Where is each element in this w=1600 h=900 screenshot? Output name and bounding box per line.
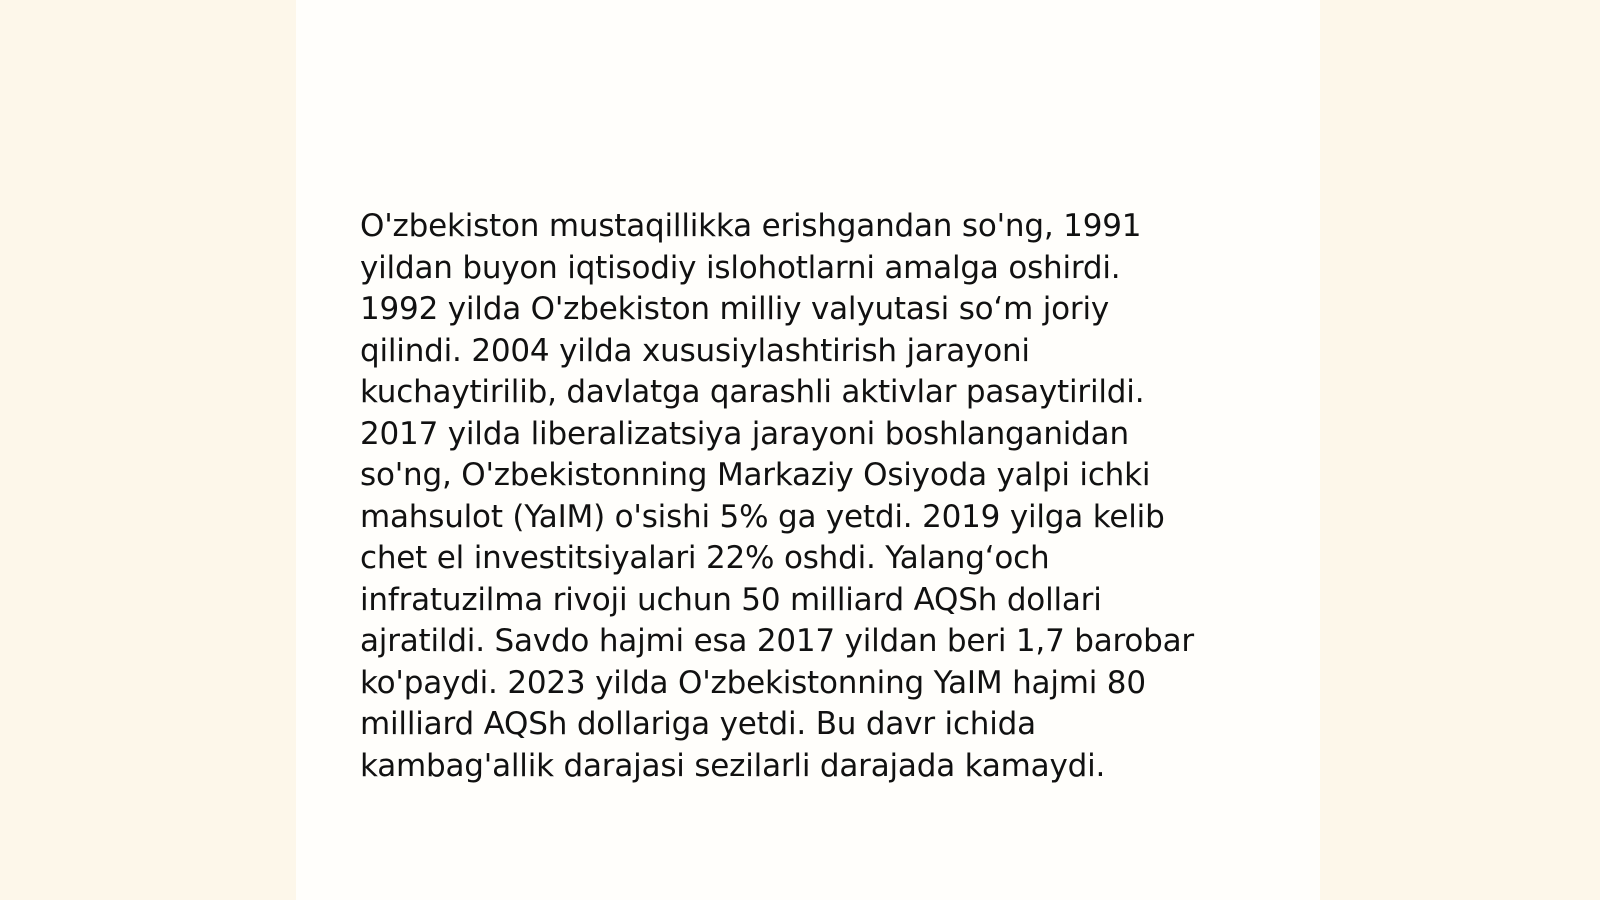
paragraph-line: ajratildi. Savdo hajmi esa 2017 yildan beri 1,7 barobar xyxy=(360,623,1194,659)
document-page xyxy=(296,0,1320,900)
paragraph-line: chet el investitsiyalari 22% oshdi. Yalang‘och xyxy=(360,540,1050,576)
paragraph-line: so'ng, O'zbekistonning Markaziy Osiyoda yalpi ichki xyxy=(360,457,1151,493)
paragraph-line: yildan buyon iqtisodiy islohotlarni amalga oshirdi. xyxy=(360,249,1121,286)
paragraph-line: milliard AQSh dollariga yetdi. Bu davr ichida xyxy=(360,706,1036,742)
paragraph-line: qilindi. 2004 yilda xususiylashtirish jarayoni xyxy=(360,332,1030,369)
paragraph-line: ko'paydi. 2023 yilda O'zbekistonning YaIM hajmi 80 xyxy=(360,664,1146,701)
paragraph-line: O'zbekiston mustaqillikka erishgandan so'ng, 1991 xyxy=(360,208,1142,244)
paragraph-line: infratuzilma rivoji uchun 50 milliard AQSh dollari xyxy=(360,581,1102,618)
paragraph-line: 1992 yilda O'zbekiston milliy valyutasi so‘m joriy xyxy=(360,291,1110,327)
paragraph-line: kambag'allik darajasi sezilarli darajada kamaydi. xyxy=(360,747,1106,784)
paragraph-line: kuchaytirilib, davlatga qarashli aktivlar pasaytirildi. xyxy=(360,374,1145,410)
body-paragraph xyxy=(360,206,1250,787)
paragraph-line: mahsulot (YaIM) o'sishi 5% ga yetdi. 2019 yilga kelib xyxy=(360,498,1165,535)
paragraph-line: 2017 yilda liberalizatsiya jarayoni boshlanganidan xyxy=(360,415,1129,452)
